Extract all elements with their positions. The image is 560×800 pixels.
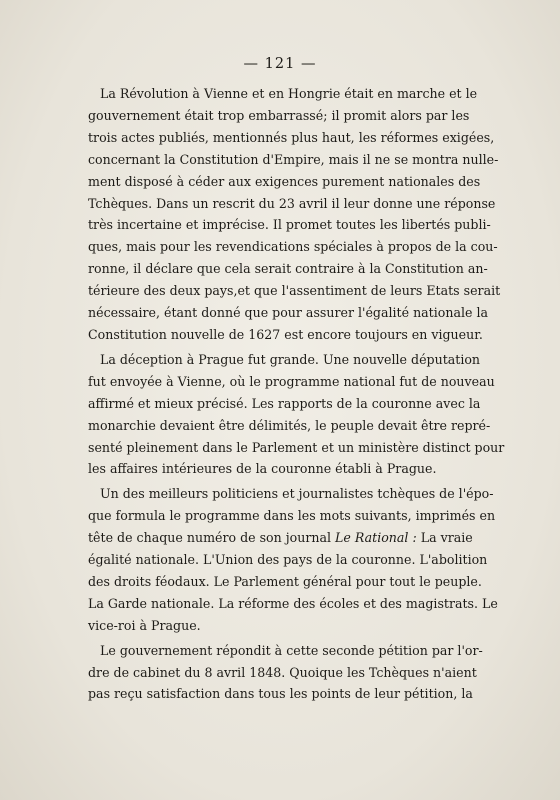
text-line: les affaires intérieures de la couronne établi à Prague.	[88, 461, 437, 477]
text-line: La Garde nationale. La réforme des écoles et des magistrats. Le	[88, 595, 498, 611]
text-line: pas reçu satisfaction dans tous les points de leur pétition, la	[88, 686, 473, 702]
text-segment: tête de chaque numéro de son journal	[88, 530, 332, 546]
text-line: dre de cabinet du 8 avril 1848. Quoique les Tchèques n'aient	[88, 664, 477, 680]
text-line: vice-roi à Prague.	[88, 617, 201, 633]
text-line: ment disposé à céder aux exigences purement nationales des	[88, 173, 481, 189]
text-line: Un des meilleurs politiciens et journalistes tchèques de l'épo-	[100, 486, 494, 502]
text-line: fut envoyée à Vienne, où le programme national fut de nouveau	[88, 373, 495, 389]
paragraph-3	[88, 483, 498, 636]
text-line: ques, mais pour les revendications spéciales à propos de la cou-	[88, 239, 498, 255]
text-line: senté pleinement dans le Parlement et un ministère distinct pour	[88, 439, 505, 455]
text-line-with-journal	[88, 527, 473, 549]
text-line: ronne, il déclare que cela serait contraire à la Constitution an-	[88, 261, 488, 277]
text-line: térieure des deux pays,et que l'assentiment de leurs Etats serait	[88, 283, 501, 299]
journal-name: Le Rational :	[335, 530, 417, 546]
text-segment: La vraie	[420, 530, 473, 546]
paragraph-2	[88, 349, 505, 480]
text-line: concernant la Constitution d'Empire, mais il ne se montra nulle-	[88, 151, 499, 167]
paragraph-1	[88, 83, 501, 346]
text-line: des droits féodaux. Le Parlement général pour tout le peuple.	[88, 573, 482, 589]
paragraph-4	[88, 640, 483, 706]
body-text	[88, 83, 505, 705]
text-line: égalité nationale. L'Union des pays de la couronne. L'abolition	[88, 552, 488, 568]
text-line: trois actes publiés, mentionnés plus haut, les réformes exigées,	[88, 129, 495, 145]
text-line: monarchie devaient être délimités, le peuple devait être repré-	[88, 417, 491, 433]
text-line: affirmé et mieux précisé. Les rapports de la couronne avec la	[88, 395, 481, 411]
text-line: Constitution nouvelle de 1627 est encore toujours en vigueur.	[88, 326, 483, 342]
text-line: Le gouvernement répondit à cette seconde pétition par l'or-	[100, 642, 483, 658]
text-line: que formula le programme dans les mots suivants, imprimés en	[88, 508, 496, 524]
text-line: Tchèques. Dans un rescrit du 23 avril il leur donne une réponse	[88, 195, 496, 211]
text-line: La déception à Prague fut grande. Une nouvelle députation	[100, 351, 481, 367]
text-line: La Révolution à Vienne et en Hongrie était en marche et le	[100, 86, 478, 101]
text-line: nécessaire, étant donné que pour assurer l'égalité nationale la	[88, 305, 488, 321]
page-number: — 121 —	[243, 56, 317, 72]
text-line: gouvernement était trop embarrassé; il promit alors par les	[88, 107, 470, 123]
text-line: très incertaine et imprécise. Il promet toutes les libertés publi-	[88, 217, 491, 233]
